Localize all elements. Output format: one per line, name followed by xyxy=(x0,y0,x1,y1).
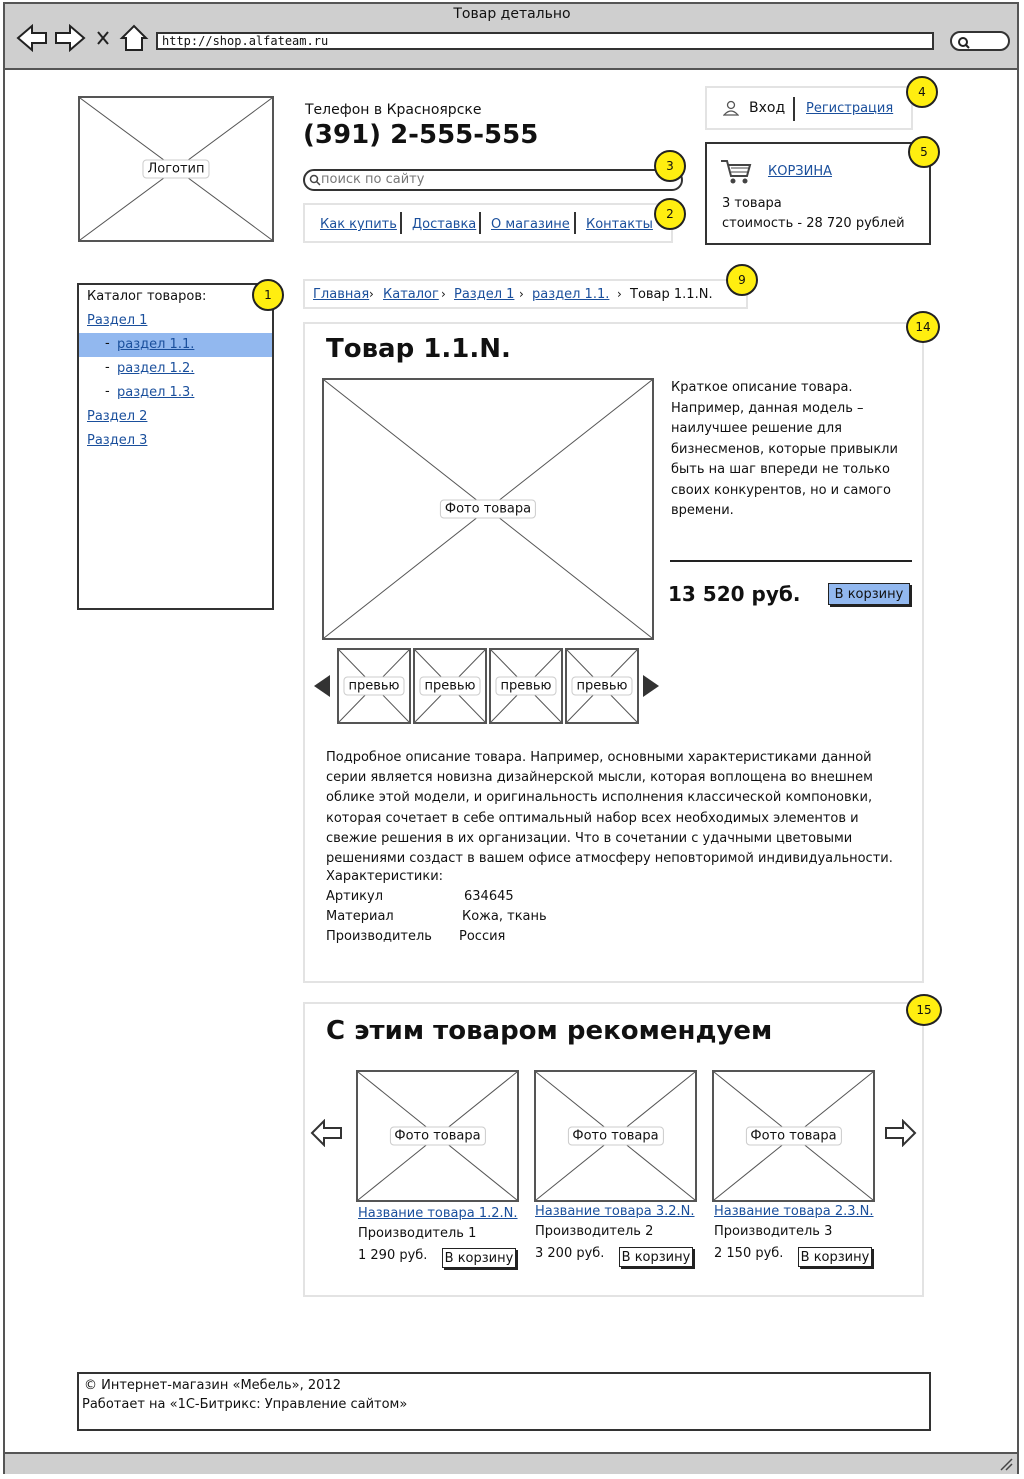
home-icon[interactable] xyxy=(122,26,146,50)
divider xyxy=(670,560,912,562)
footer-copyright: © Интернет-магазин «Мебель», 2012 xyxy=(84,1378,341,1393)
nav-contacts[interactable]: Контакты xyxy=(586,217,653,232)
preview-label: превью xyxy=(419,677,480,696)
nav-divider xyxy=(574,212,576,234)
spec-value: Кожа, ткань xyxy=(462,909,547,924)
browser-search-field[interactable] xyxy=(950,31,1010,51)
preview-label: превью xyxy=(343,677,404,696)
spec-value: Россия xyxy=(459,929,506,944)
recommended-product-price: 2 150 руб. xyxy=(714,1246,784,1261)
product-price: 13 520 руб. xyxy=(668,582,801,606)
catalog-list xyxy=(79,309,272,453)
user-icon xyxy=(723,100,739,116)
photo-label: Фото товара xyxy=(745,1127,841,1146)
search-icon xyxy=(956,35,970,49)
catalog-item-section-1[interactable]: Раздел 1 xyxy=(87,313,148,328)
annotation-badge: 9 xyxy=(726,264,758,296)
recommended-product-maker: Производитель 2 xyxy=(535,1224,654,1239)
footer-powered-by: Работает на «1С-Битрикс: Управление сайтом» xyxy=(82,1397,408,1412)
search-placeholder: поиск по сайту xyxy=(321,172,425,187)
add-to-cart-button[interactable]: В корзину xyxy=(828,583,910,605)
nav-how-to-buy[interactable]: Как купить xyxy=(320,217,397,232)
nav-about[interactable]: О магазине xyxy=(491,217,570,232)
spec-value: 634645 xyxy=(464,889,514,904)
phone-caption: Телефон в Красноярске xyxy=(305,102,482,118)
product-panel xyxy=(303,322,924,983)
logo-placeholder[interactable] xyxy=(78,96,274,242)
preview-label: превью xyxy=(495,677,556,696)
product-title: Товар 1.1.N. xyxy=(326,334,511,364)
arrow-left-icon[interactable] xyxy=(312,673,332,699)
recommended-add-to-cart-button[interactable]: В корзину xyxy=(619,1247,693,1267)
preview-thumbnail[interactable] xyxy=(565,648,639,724)
recommended-product-photo[interactable] xyxy=(356,1070,519,1202)
register-link[interactable]: Регистрация xyxy=(806,101,894,116)
catalog-item-section-1-2[interactable]: - раздел 1.2. xyxy=(105,360,195,376)
catalog-sidebar xyxy=(77,283,274,610)
browser-status-bar xyxy=(5,1452,1017,1474)
breadcrumb-home[interactable]: Главная xyxy=(313,287,370,302)
preview-label: превью xyxy=(571,677,632,696)
catalog-item-section-1-3[interactable]: - раздел 1.3. xyxy=(105,384,195,400)
address-bar[interactable]: http://shop.alfateam.ru xyxy=(156,32,934,50)
chevron-right-icon: › xyxy=(369,287,374,301)
chevron-right-icon: › xyxy=(441,287,446,301)
chevron-right-icon: › xyxy=(617,287,622,301)
window-title: Товар детально xyxy=(453,6,571,22)
product-short-description: Краткое описание товара. Например, данная модель – наилучшее решение для бизнесменов, которые привыкли быть на шаг впереди не только своих конкурентов, но и самого времени. xyxy=(671,380,898,518)
recommended-add-to-cart-button[interactable]: В корзину xyxy=(798,1247,872,1267)
product-photo[interactable] xyxy=(322,378,654,640)
auth-block xyxy=(705,86,913,130)
arrow-right-icon[interactable] xyxy=(883,1119,917,1147)
arrow-left-icon[interactable] xyxy=(310,1119,344,1147)
breadcrumb-current: Товар 1.1.N. xyxy=(630,287,713,302)
browser-nav-icons xyxy=(14,24,154,52)
cart-block xyxy=(705,142,931,245)
annotation-badge: 14 xyxy=(906,311,940,343)
recommended-product-photo[interactable] xyxy=(534,1070,697,1202)
cart-count: 3 товара xyxy=(722,196,782,211)
top-nav xyxy=(303,203,673,243)
nav-delivery[interactable]: Доставка xyxy=(412,217,477,232)
resize-grip-icon[interactable] xyxy=(999,1457,1013,1471)
breadcrumb-section-1-1[interactable]: раздел 1.1. xyxy=(532,287,610,302)
back-arrow-icon[interactable] xyxy=(18,26,46,50)
recommended-product-maker: Производитель 3 xyxy=(714,1224,833,1239)
nav-divider xyxy=(479,212,481,234)
cart-cost: стоимость - 28 720 рублей xyxy=(722,216,905,231)
annotation-badge: 2 xyxy=(654,198,686,230)
preview-thumbnail[interactable] xyxy=(413,648,487,724)
breadcrumb xyxy=(303,279,748,309)
spec-name: Артикул xyxy=(326,889,384,904)
preview-thumbnail[interactable] xyxy=(337,648,411,724)
recommended-product-price: 1 290 руб. xyxy=(358,1248,428,1263)
recommended-product-photo[interactable] xyxy=(712,1070,875,1202)
recommendations-panel xyxy=(303,1002,924,1297)
recommendations-title: С этим товаром рекомендуем xyxy=(326,1016,773,1046)
photo-label: Фото товара xyxy=(389,1127,485,1146)
recommended-add-to-cart-button[interactable]: В корзину xyxy=(442,1248,516,1268)
recommended-product-name[interactable]: Название товара 3.2.N. xyxy=(535,1204,695,1219)
specs-title: Характеристики: xyxy=(326,869,444,884)
arrow-right-icon[interactable] xyxy=(641,673,661,699)
login-link[interactable]: Вход xyxy=(749,100,786,116)
product-full-description: Подробное описание товара. Например, основными характеристиками данной серии является новизна дизайнерской мысли, которая воплощена во внешнем облике этой модели, и оригинальность исполнения классической компоновки, которая сочетает в себе оптимальный набор всех необходимых элементов и свежие решения в их организации. Что в сочетании с удачными цветовыми решениями создаст в вашем офисе атмосферу неповторимой индивидуальности. xyxy=(326,750,893,867)
annotation-badge: 4 xyxy=(906,76,938,108)
logo-label: Логотип xyxy=(142,160,209,179)
product-photo-label: Фото товара xyxy=(440,500,536,519)
recommended-product-name[interactable]: Название товара 1.2.N. xyxy=(358,1206,518,1221)
search-icon xyxy=(309,174,321,186)
nav-divider xyxy=(400,212,402,234)
chevron-right-icon: › xyxy=(519,287,524,301)
catalog-item-section-1-1[interactable]: - раздел 1.1. xyxy=(79,333,272,357)
cart-link[interactable]: КОРЗИНА xyxy=(768,164,833,179)
annotation-badge: 1 xyxy=(252,279,284,311)
breadcrumb-catalog[interactable]: Каталог xyxy=(383,287,439,302)
recommended-product-price: 3 200 руб. xyxy=(535,1246,605,1261)
annotation-badge: 15 xyxy=(906,994,942,1026)
close-icon[interactable] xyxy=(98,32,108,44)
phone-number: (391) 2-555-555 xyxy=(303,120,539,150)
recommended-product-name[interactable]: Название товара 2.3.N. xyxy=(714,1204,874,1219)
photo-label: Фото товара xyxy=(567,1127,663,1146)
footer xyxy=(77,1372,931,1431)
catalog-item-section-3[interactable]: Раздел 3 xyxy=(87,433,148,448)
annotation-badge: 3 xyxy=(654,150,686,182)
breadcrumb-section-1[interactable]: Раздел 1 xyxy=(454,287,515,302)
spec-name: Материал xyxy=(326,909,394,924)
catalog-item-section-2[interactable]: Раздел 2 xyxy=(87,409,148,424)
recommended-product-maker: Производитель 1 xyxy=(358,1226,477,1241)
auth-divider xyxy=(793,97,795,121)
forward-arrow-icon[interactable] xyxy=(56,26,84,50)
annotation-badge: 5 xyxy=(908,136,940,168)
preview-thumbnail[interactable] xyxy=(489,648,563,724)
site-search-input[interactable] xyxy=(303,169,683,191)
catalog-title: Каталог товаров: xyxy=(87,289,207,304)
spec-name: Производитель xyxy=(326,929,432,944)
cart-icon[interactable] xyxy=(719,158,753,186)
